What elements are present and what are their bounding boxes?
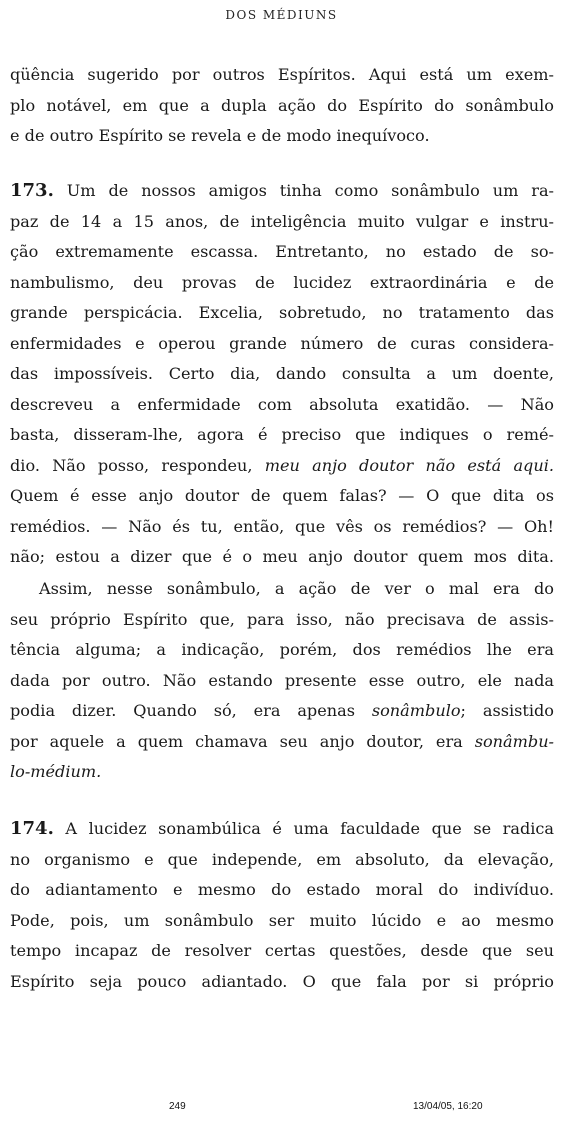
text-run: podia dizer. Quando só, era apenas: [10, 701, 372, 720]
text-line: descreveu a enfermidade com absoluta exatidão. — Não: [10, 394, 554, 414]
text-line: [10, 814, 554, 845]
text-line: Espírito seja pouco adiantado. O que fala por si próprio: [10, 971, 554, 991]
italic-text: lo-médium.: [10, 762, 102, 781]
text-line: no organismo e que independe, em absoluto, da elevação,: [10, 849, 554, 869]
text-line: nambulismo, deu provas de lucidez extraordinária e de: [10, 272, 554, 292]
text-line: basta, disseram-lhe, agora é preciso que indiques o remé-: [10, 425, 554, 444]
page-number: 249: [169, 1101, 186, 1112]
text-line: [10, 696, 554, 727]
text-line: enfermidades e operou grande número de curas considera-: [10, 333, 554, 353]
paragraph-173: [10, 176, 554, 573]
text-line: [10, 176, 554, 207]
italic-text: sonâmbu-: [474, 731, 554, 751]
text-line: [10, 451, 554, 482]
text-line: tempo incapaz de resolver certas questões, desde que seu: [10, 941, 554, 960]
text-run: Um de nossos amigos tinha como sonâmbulo um ra-: [53, 181, 554, 200]
text-line: Pode, pois, um sonâmbulo ser muito lúcido e ao mesmo: [10, 910, 554, 930]
text-line: dada por outro. Não estando presente esse outro, ele nada: [10, 670, 554, 690]
text-line: [10, 727, 554, 758]
text-line: paz de 14 a 15 anos, de inteligência muito vulgar e instru-: [10, 211, 554, 231]
paragraph-assim: [10, 574, 554, 788]
text-line: das impossíveis. Certo dia, dando consulta a um doente,: [10, 364, 554, 383]
text-line: ção extremamente escassa. Entretanto, no estado de so-: [10, 242, 554, 261]
italic-text: meu anjo doutor não está aqui.: [264, 455, 554, 475]
italic-text: sonâmbulo: [371, 701, 461, 720]
text-line: Quem é esse anjo doutor de quem falas? — O que dita os: [10, 486, 554, 505]
text-run: dio. Não posso, respondeu,: [10, 455, 265, 475]
text-line: qüência sugerido por outros Espíritos. Aqui está um exem-: [10, 65, 554, 84]
text-line: grande perspicácia. Excelia, sobretudo, no tratamento das: [10, 303, 554, 322]
paragraph-174: [10, 814, 554, 997]
text-run: por aquele a quem chamava seu anjo doutor, era: [10, 731, 475, 751]
text-line: Assim, nesse sonâmbulo, a ação de ver o mal era do: [39, 579, 554, 598]
paragraph-number: 174.: [10, 818, 54, 839]
running-header: DOS MÉDIUNS: [225, 8, 338, 22]
text-line: seu próprio Espírito que, para isso, não precisava de assis-: [10, 609, 554, 629]
text-run: ; assistido: [460, 701, 554, 720]
print-timestamp: 13/04/05, 16:20: [413, 1101, 483, 1112]
text-line: do adiantamento e mesmo do estado moral do indivíduo.: [10, 880, 554, 899]
paragraph-number: 173.: [10, 180, 54, 201]
text-line: plo notável, em que a dupla ação do Espírito do sonâmbulo: [10, 95, 554, 115]
paragraph-intro: [10, 60, 554, 152]
text-line: e de outro Espírito se revela e de modo inequívoco.: [10, 126, 430, 145]
text-line: [10, 757, 554, 788]
text-line: tência alguma; a indicação, porém, dos remédios lhe era: [10, 640, 554, 659]
text-line: remédios. — Não és tu, então, que vês os remédios? — Oh!: [10, 516, 554, 536]
text-line: não; estou a dizer que é o meu anjo doutor quem mos dita.: [10, 547, 554, 566]
text-run: A lucidez sonambúlica é uma faculdade que se radica: [53, 819, 554, 838]
